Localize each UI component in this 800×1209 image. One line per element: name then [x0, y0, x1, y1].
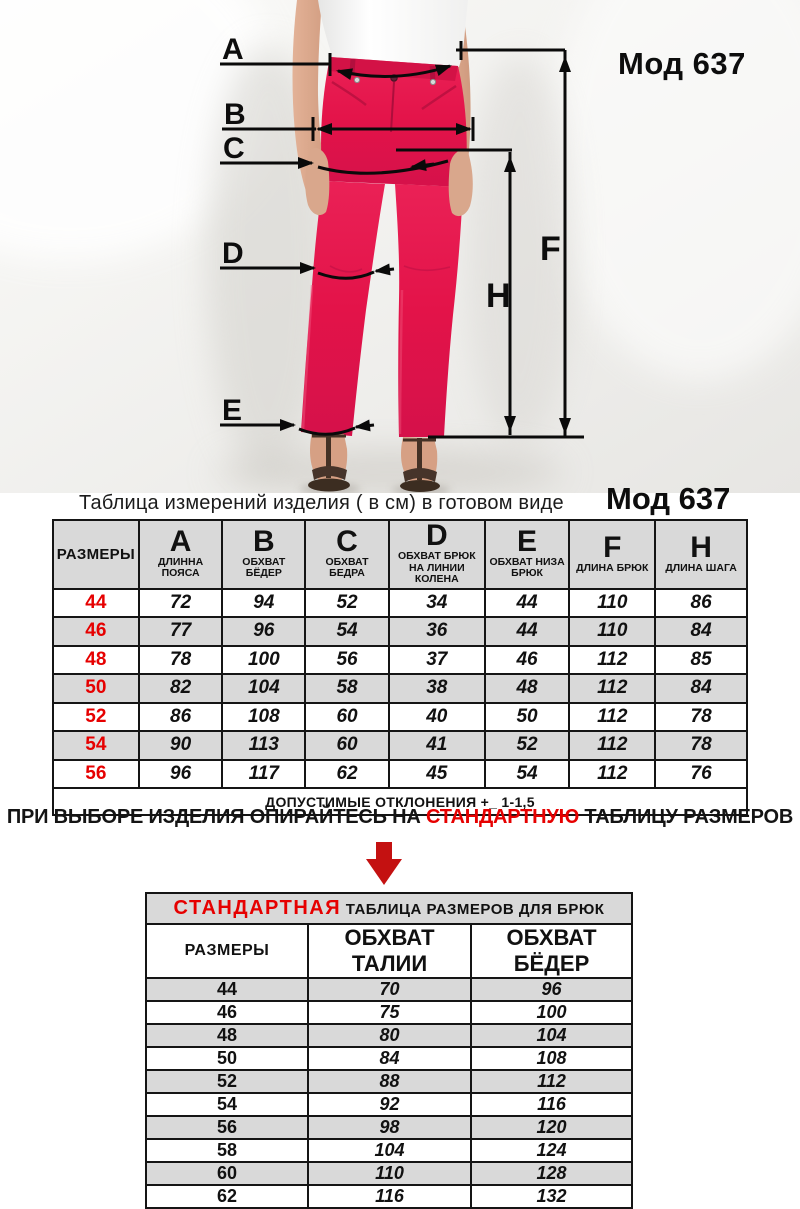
size-row-46: [53, 617, 747, 646]
value-cell: 56: [305, 646, 389, 675]
column-header-h: [655, 520, 747, 589]
value-cell: 60: [305, 703, 389, 732]
value-cell: 88: [308, 1070, 471, 1093]
value-cell: 70: [308, 978, 471, 1001]
standard-size-row-46: [146, 1001, 632, 1024]
size-cell: 54: [53, 731, 139, 760]
model-number-top: Мод 637: [618, 46, 746, 81]
value-cell: 37: [389, 646, 485, 675]
value-cell: 38: [389, 674, 485, 703]
standard-size-row-62: [146, 1185, 632, 1208]
letter-a: A: [222, 33, 244, 66]
size-cell: 44: [53, 589, 139, 618]
value-cell: 82: [139, 674, 223, 703]
size-cell: 56: [53, 760, 139, 789]
right-sandal-sole: [400, 480, 440, 492]
standard-title-rest: ТАБЛИЦА РАЗМЕРОВ ДЛЯ БРЮК: [341, 901, 605, 918]
size-cell: 54: [146, 1093, 308, 1116]
value-cell: 84: [308, 1047, 471, 1070]
value-cell: 132: [471, 1185, 632, 1208]
value-cell: 116: [471, 1093, 632, 1116]
value-cell: 98: [308, 1116, 471, 1139]
value-cell: 34: [389, 589, 485, 618]
value-cell: 92: [308, 1093, 471, 1116]
column-header-hips: ОБХВАТ БЁДЕР: [471, 924, 632, 978]
standard-size-row-52: [146, 1070, 632, 1093]
value-cell: 86: [655, 589, 747, 618]
size-row-56: [53, 760, 747, 789]
standard-size-row-58: [146, 1139, 632, 1162]
value-cell: 108: [471, 1047, 632, 1070]
value-cell: 90: [139, 731, 223, 760]
value-cell: 86: [139, 703, 223, 732]
size-cell: 56: [146, 1116, 308, 1139]
arrow-head: [366, 859, 402, 885]
standard-sizes-table: [145, 892, 633, 1209]
value-cell: 108: [222, 703, 305, 732]
size-cell: 48: [146, 1024, 308, 1047]
value-cell: 45: [389, 760, 485, 789]
column-header-d: [389, 520, 485, 589]
value-cell: 54: [305, 617, 389, 646]
size-row-52: [53, 703, 747, 732]
value-cell: 112: [569, 760, 655, 789]
column-letter: H: [690, 530, 712, 564]
value-cell: 104: [471, 1024, 632, 1047]
belt-loop: [350, 59, 356, 73]
size-row-48: [53, 646, 747, 675]
standard-size-row-44: [146, 978, 632, 1001]
model-number-caption: Мод 637: [606, 481, 731, 516]
column-label: ОБХВАТ БЁДЕР: [242, 555, 286, 580]
standard-table-title: [146, 893, 632, 924]
knee-arrow: [376, 269, 394, 271]
column-header-e: [485, 520, 570, 589]
left-sandal-sole: [308, 479, 350, 492]
size-cell: 48: [53, 646, 139, 675]
value-cell: 84: [655, 674, 747, 703]
column-header-f: [569, 520, 655, 589]
column-header-c: [305, 520, 389, 589]
value-cell: 77: [139, 617, 223, 646]
column-letter: C: [336, 524, 358, 558]
value-cell: 96: [139, 760, 223, 789]
left-hand: [305, 148, 329, 215]
letter-e: E: [222, 394, 243, 427]
size-row-54: [53, 731, 747, 760]
value-cell: 112: [569, 703, 655, 732]
letter-d: D: [222, 237, 244, 270]
value-cell: 96: [222, 617, 305, 646]
size-cell: 58: [146, 1139, 308, 1162]
size-row-44: [53, 589, 747, 618]
value-cell: 62: [305, 760, 389, 789]
value-cell: 78: [655, 731, 747, 760]
arrow-shaft: [376, 842, 392, 859]
value-cell: 112: [569, 646, 655, 675]
size-row-50: [53, 674, 747, 703]
column-label: ОБХВАТ НИЗА БРЮК: [489, 555, 565, 580]
standard-size-row-54: [146, 1093, 632, 1116]
value-cell: 46: [485, 646, 570, 675]
value-cell: 110: [569, 617, 655, 646]
column-label: ДЛИНА ШАГА: [665, 561, 737, 574]
column-label: ДЛИНА БРЮК: [576, 561, 649, 574]
value-cell: 80: [308, 1024, 471, 1047]
hem-arrow: [356, 425, 374, 427]
standard-size-row-56: [146, 1116, 632, 1139]
value-cell: 113: [222, 731, 305, 760]
value-cell: 124: [471, 1139, 632, 1162]
right-hand: [449, 150, 473, 216]
value-cell: 120: [471, 1116, 632, 1139]
table1-caption: Таблица измерений изделия ( в см) в готовом виде: [79, 492, 564, 514]
column-label: ДЛИННА ПОЯСА: [158, 555, 204, 580]
value-cell: 44: [485, 589, 570, 618]
value-cell: 100: [471, 1001, 632, 1024]
value-cell: 52: [305, 589, 389, 618]
value-cell: 40: [389, 703, 485, 732]
rivet: [430, 79, 435, 84]
belt-loop: [430, 66, 436, 80]
value-cell: 128: [471, 1162, 632, 1185]
value-cell: 104: [222, 674, 305, 703]
column-letter: E: [517, 524, 538, 558]
value-cell: 58: [305, 674, 389, 703]
value-cell: 94: [222, 589, 305, 618]
value-cell: 78: [655, 703, 747, 732]
value-cell: 112: [471, 1070, 632, 1093]
rivet: [354, 77, 359, 82]
size-cell: 60: [146, 1162, 308, 1185]
sizes-column-header: РАЗМЕРЫ: [53, 520, 139, 589]
value-cell: 78: [139, 646, 223, 675]
standard-title-highlight: СТАНДАРТНАЯ: [173, 897, 342, 919]
value-cell: 112: [569, 674, 655, 703]
column-letter: D: [425, 520, 448, 552]
letter-b: B: [224, 98, 246, 131]
value-cell: 104: [308, 1139, 471, 1162]
value-cell: 52: [485, 731, 570, 760]
standard-table-title-row: [146, 893, 632, 924]
size-cell: 50: [146, 1047, 308, 1070]
column-header-b: [222, 520, 305, 589]
down-arrow-icon: [366, 842, 402, 885]
size-cell: 46: [53, 617, 139, 646]
size-cell: 52: [53, 703, 139, 732]
tolerance-note: ДОПУСТИМЫЕ ОТКЛОНЕНИЯ +_ 1-1,5: [53, 788, 747, 815]
measurements-header-row: [53, 520, 747, 589]
standard-size-row-50: [146, 1047, 632, 1070]
column-label: ОБХВАТ БРЮК НА ЛИНИИ КОЛЕНА: [397, 550, 476, 585]
value-cell: 112: [569, 731, 655, 760]
letter-c: C: [223, 132, 245, 165]
value-cell: 110: [308, 1162, 471, 1185]
value-cell: 54: [485, 760, 570, 789]
letter-f: F: [540, 230, 561, 268]
standard-size-row-60: [146, 1162, 632, 1185]
value-cell: 36: [389, 617, 485, 646]
column-letter: F: [603, 530, 622, 564]
value-cell: 75: [308, 1001, 471, 1024]
column-letter: B: [252, 524, 275, 558]
advice-line: [0, 806, 800, 829]
size-cell: 50: [53, 674, 139, 703]
advice-prefix: ПРИ ВЫБОРЕ ИЗДЕЛИЯ ОПИРАЙТЕСЬ НА: [6, 806, 426, 828]
standard-size-row-48: [146, 1024, 632, 1047]
column-label: ОБХВАТ БЕДРА: [325, 555, 369, 580]
value-cell: 117: [222, 760, 305, 789]
value-cell: 96: [471, 978, 632, 1001]
advice-suffix: ТАБЛИЦУ РАЗМЕРОВ: [579, 806, 794, 828]
value-cell: 72: [139, 589, 223, 618]
column-header-waist: ОБХВАТ ТАЛИИ: [308, 924, 471, 978]
measurements-table: [52, 519, 748, 816]
size-cell: 44: [146, 978, 308, 1001]
value-cell: 84: [655, 617, 747, 646]
advice-highlight: СТАНДАРТНУЮ: [425, 806, 580, 828]
column-letter: A: [169, 524, 192, 558]
value-cell: 110: [569, 589, 655, 618]
value-cell: 85: [655, 646, 747, 675]
value-cell: 76: [655, 760, 747, 789]
value-cell: 44: [485, 617, 570, 646]
white-top: [318, 0, 468, 67]
value-cell: 116: [308, 1185, 471, 1208]
value-cell: 100: [222, 646, 305, 675]
column-header-sizes: РАЗМЕРЫ: [146, 924, 308, 978]
value-cell: 60: [305, 731, 389, 760]
size-cell: 46: [146, 1001, 308, 1024]
standard-table-header-row: [146, 924, 632, 978]
column-header-a: [139, 520, 223, 589]
size-cell: 62: [146, 1185, 308, 1208]
value-cell: 48: [485, 674, 570, 703]
value-cell: 41: [389, 731, 485, 760]
letter-h: H: [486, 277, 511, 315]
value-cell: 50: [485, 703, 570, 732]
size-cell: 52: [146, 1070, 308, 1093]
